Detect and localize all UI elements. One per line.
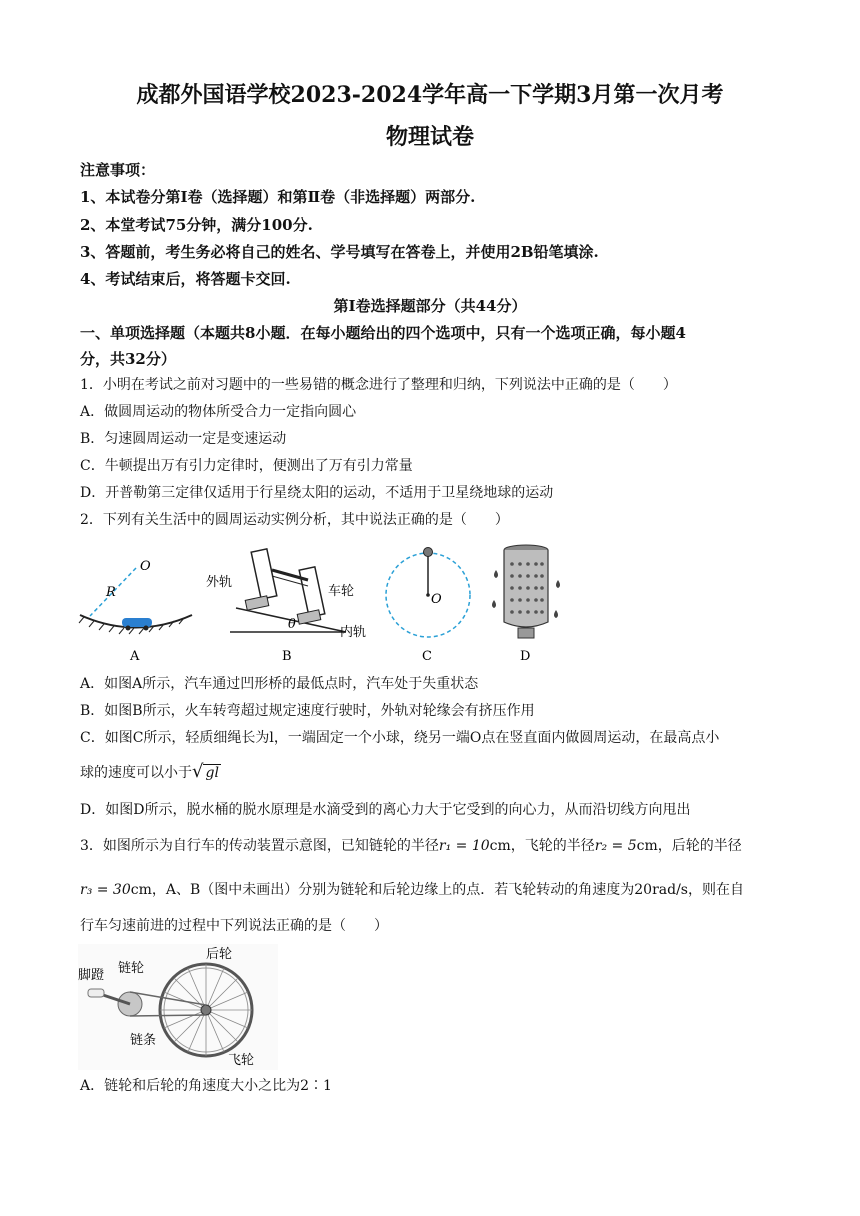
figure-b-train-rails (206, 549, 366, 664)
q2-option-a: A．如图A所示，汽车通过凹形桥的最低点时，汽车处于失重状态 (80, 676, 479, 692)
q3-text: cm，后轮的半径 (636, 838, 742, 854)
r3-value: r₃ = 30 (80, 882, 131, 898)
label-c: C (422, 649, 432, 664)
section-heading-cont: 分，共32分） (80, 350, 176, 368)
sqrt-icon: √ (192, 761, 204, 782)
q3-stem-line2 (80, 880, 780, 900)
q3-stem-line3: 行车匀速前进的过程中下列说法正确的是（ ） (80, 918, 388, 934)
q3-stem-line1 (80, 836, 780, 856)
q1-option-c: C．牛顿提出万有引力定律时，便测出了万有引力常量 (80, 458, 413, 474)
label-o: O (140, 559, 151, 574)
q2-figure (76, 540, 576, 665)
label-inner-rail: 内轨 (340, 625, 367, 640)
label-flywheel: 飞轮 (228, 1053, 255, 1068)
q1-option-b: B．匀速圆周运动一定是变速运动 (80, 431, 287, 447)
label-b: B (282, 649, 292, 664)
q3-text: cm，A、B（图中未画出）分别为链轮和后轮边缘上的点．若飞轮转动的角速度为20rad/s，则在自 (130, 882, 744, 898)
label-theta: θ (288, 617, 296, 632)
label-a: A (130, 649, 140, 664)
label-wheel: 车轮 (328, 584, 355, 599)
note-item: 4、考试结束后，将答题卡交回. (80, 270, 291, 288)
part1-heading: 第Ⅰ卷选择题部分（共44分） (333, 297, 527, 315)
label-d: D (520, 649, 531, 664)
q2-option-c-text: 球的速度可以小于 (80, 765, 192, 781)
sqrt-radicand: gl (205, 765, 219, 781)
label-o-c: O (431, 592, 442, 607)
car-icon (122, 618, 152, 627)
figure-d-spin-dryer (492, 545, 560, 664)
figure-a-concave-bridge (79, 559, 192, 664)
note-item: 2、本堂考试75分钟，满分100分. (80, 216, 313, 234)
exam-subtitle: 物理试卷 (385, 124, 474, 150)
note-item: 1、本试卷分第Ⅰ卷（选择题）和第Ⅱ卷（非选择题）两部分. (80, 188, 476, 206)
q3-option-a: A．链轮和后轮的角速度大小之比为2∶1 (80, 1078, 332, 1094)
section-heading: 一、单项选择题（本题共8小题．在每小题给出的四个选项中，只有一个选项正确，每小题4 (80, 324, 686, 342)
q2-option-c-cont (80, 762, 780, 783)
label-outer-rail: 外轨 (206, 575, 233, 590)
label-pedal: 脚蹬 (78, 968, 105, 983)
q1-stem: 1．小明在考试之前对习题中的一些易错的概念进行了整理和归纳，下列说法中正确的是（ ） (80, 377, 677, 393)
q1-option-d: D．开普勒第三定律仅适用于行星绕太阳的运动，不适用于卫星绕地球的运动 (80, 485, 554, 501)
label-chain: 链条 (130, 1033, 157, 1048)
label-r: R (106, 585, 116, 600)
q3-text: cm，飞轮的半径 (489, 838, 595, 854)
label-rear-wheel: 后轮 (206, 947, 233, 962)
q2-stem: 2．下列有关生活中的圆周运动实例分析，其中说法正确的是（ ） (80, 512, 509, 528)
label-chainwheel: 链轮 (118, 961, 145, 976)
q2-option-d: D．如图D所示，脱水桶的脱水原理是水滴受到的离心力大于它受到的向心力，从而沿切线方向甩出 (80, 802, 691, 818)
q2-option-b: B．如图B所示，火车转弯超过规定速度行驶时，外轨对轮缘会有挤压作用 (80, 703, 535, 719)
r1-value: r₁ = 10 (438, 838, 490, 854)
q3-bicycle-figure (78, 944, 278, 1070)
notes-heading: 注意事项： (80, 161, 156, 179)
r2-value: r₂ = 5 (594, 838, 637, 854)
q3-text: 3．如图所示为自行车的传动装置示意图，已知链轮的半径 (80, 838, 439, 854)
figure-c-vertical-circle (386, 548, 470, 665)
q1-option-a: A．做圆周运动的物体所受合力一定指向圆心 (80, 404, 357, 420)
q2-option-c: C．如图C所示，轻质细绳长为l，一端固定一个小球，绕另一端O点在竖直面内做圆周运动，在最高点小 (80, 730, 720, 746)
exam-title: 成都外国语学校2023-2024学年高一下学期3月第一次月考 (136, 82, 724, 108)
note-item: 3、答题前，考生务必将自己的姓名、学号填写在答卷上，并使用2B铅笔填涂. (80, 243, 599, 261)
